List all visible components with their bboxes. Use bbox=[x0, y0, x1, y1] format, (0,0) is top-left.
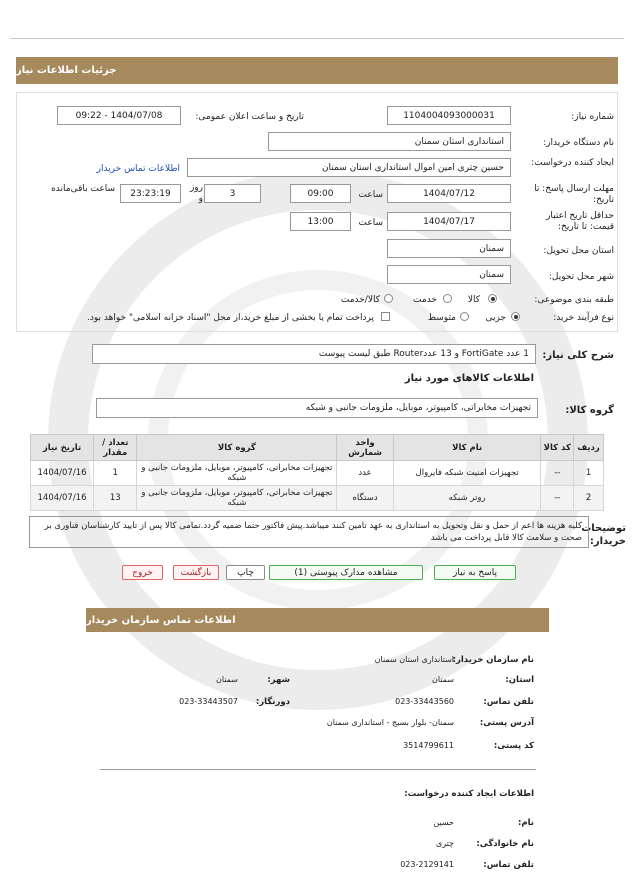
contact-postal-label: کد پستی: bbox=[493, 741, 534, 751]
contact-fax-value: 023-33443507 bbox=[179, 697, 238, 706]
creator-family-label: نام خانوادگی: bbox=[476, 839, 534, 849]
page-header bbox=[16, 57, 618, 84]
notes-label: توضیحات خریدار: bbox=[581, 523, 626, 547]
exit-button[interactable]: خروج bbox=[122, 565, 163, 580]
treasury-payment-note: پرداخت تمام یا بخشی از مبلغ خرید،از محل "اسناد خزانه اسلامی" خواهد بود. bbox=[86, 313, 374, 323]
validity-label: حداقل تاریخ اعتبار قیمت: تا تاریخ: bbox=[546, 211, 614, 232]
cell-group: تجهیزات مخابراتی، کامپیوتر، موبایل، ملزومات جانبی و شبکه bbox=[137, 486, 337, 511]
cell-row: 2 bbox=[574, 486, 604, 511]
col-code: کد کالا bbox=[541, 435, 574, 461]
creator-family-value: چتری bbox=[435, 839, 454, 848]
contact-fax-label: دورنگار: bbox=[255, 697, 290, 707]
send-date-field: 1404/07/12 bbox=[387, 184, 511, 203]
send-time-field: 09:00 bbox=[290, 184, 351, 203]
remaining-field: 23:23:19 bbox=[120, 184, 181, 203]
contact-province-label: استان: bbox=[505, 675, 534, 685]
reply-button[interactable]: پاسخ به نیاز bbox=[434, 565, 516, 580]
cell-unit: عدد bbox=[337, 461, 393, 486]
category-service-radio[interactable] bbox=[443, 294, 452, 303]
creator-field: حسین چتری امین اموال استانداری استان سمنان bbox=[187, 158, 511, 177]
category-both-label: کالا/خدمت bbox=[340, 295, 380, 305]
table-row bbox=[31, 486, 604, 511]
contact-phone-label: تلفن تماس: bbox=[483, 697, 534, 707]
contact-city-value: سمنان bbox=[215, 675, 238, 684]
group-label: گروه کالا: bbox=[565, 405, 614, 416]
cell-code: -- bbox=[541, 461, 574, 486]
need-number-field: 1104004093000031 bbox=[387, 106, 511, 125]
province-label: استان محل تحویل: bbox=[543, 246, 614, 256]
cell-qty: 13 bbox=[94, 486, 137, 511]
contact-header bbox=[86, 608, 549, 632]
province-field: سمنان bbox=[387, 239, 511, 258]
creator-info-title: اطلاعات ایجاد کننده درخواست: bbox=[404, 789, 534, 799]
cell-group: تجهیزات مخابراتی، کامپیوتر، موبایل، ملزومات جانبی و شبکه bbox=[137, 461, 337, 486]
creator-name-value: حسین bbox=[433, 818, 454, 827]
summary-field: 1 عدد FortiGate و 13 عددRouter طبق لیست پیوست bbox=[92, 344, 536, 364]
contact-address-label: آدرس پستی: bbox=[479, 718, 534, 728]
cell-name: روتر شبکه bbox=[393, 486, 541, 511]
table-header-row bbox=[31, 435, 604, 461]
notes-text: کلیه هزینه ها اعم از حمل و نقل وتحویل به استانداری به عهد تامین کنند میباشد.پیش فاکتور حتما ضمیه گردد.تمامی کالا پس از تایید کارشناسان فناوری بر صحت و سلامت کالا قابل پرداخت می باشد bbox=[44, 521, 582, 543]
creator-phone-value: 023-2129141 bbox=[400, 860, 454, 869]
category-both-radio[interactable] bbox=[384, 294, 393, 303]
cell-date: 1404/07/16 bbox=[31, 461, 94, 486]
table-row bbox=[31, 461, 604, 486]
contact-address-value: سمنان- بلوار بسیج - استانداری سمنان bbox=[326, 718, 454, 727]
contact-phone-value: 023-33443560 bbox=[395, 697, 454, 706]
notes-box bbox=[29, 516, 589, 548]
contact-org-label: نام سازمان خریدار: bbox=[452, 655, 534, 665]
contact-city-label: شهر: bbox=[267, 675, 290, 685]
city-label: شهر محل تحویل: bbox=[548, 272, 614, 282]
creator-phone-label: تلفن تماس: bbox=[483, 860, 534, 870]
summary-label: شرح کلی نیاز: bbox=[542, 350, 614, 361]
validity-time-field: 13:00 bbox=[290, 212, 351, 231]
process-minor-label: جزیی bbox=[485, 313, 506, 323]
top-divider bbox=[10, 38, 624, 39]
goods-table bbox=[30, 434, 604, 511]
category-service-label: خدمت bbox=[413, 295, 437, 305]
col-group: گروه کالا bbox=[137, 435, 337, 461]
cell-unit: دستگاه bbox=[337, 486, 393, 511]
send-deadline-label: مهلت ارسال پاسخ: تا تاریخ: bbox=[534, 184, 614, 205]
contact-org-value: استانداری استان سمنان bbox=[374, 655, 454, 664]
city-field: سمنان bbox=[387, 265, 511, 284]
cell-row: 1 bbox=[574, 461, 604, 486]
back-button[interactable]: بازگشت bbox=[173, 565, 219, 580]
process-medium-radio[interactable] bbox=[460, 312, 469, 321]
remaining-label: ساعت باقی‌مانده bbox=[51, 184, 115, 194]
treasury-payment-checkbox[interactable] bbox=[381, 312, 390, 321]
page-title: جزئیات اطلاعات نیاز bbox=[16, 65, 117, 76]
category-goods-radio[interactable] bbox=[488, 294, 497, 303]
attachments-button[interactable]: مشاهده مدارک پیوستی (1) bbox=[269, 565, 423, 580]
validity-date-field: 1404/07/17 bbox=[387, 212, 511, 231]
validity-time-label: ساعت bbox=[358, 218, 383, 228]
announce-label: تاریخ و ساعت اعلان عمومی: bbox=[195, 112, 304, 122]
cell-code: -- bbox=[541, 486, 574, 511]
contact-divider bbox=[100, 769, 536, 770]
col-date: تاریخ نیاز bbox=[31, 435, 94, 461]
creator-name-label: نام: bbox=[517, 818, 534, 828]
days-field: 3 bbox=[204, 184, 261, 203]
col-name: نام کالا bbox=[393, 435, 541, 461]
cell-name: تجهیزات امنیت شبکه فایروال bbox=[393, 461, 541, 486]
creator-label: ایجاد کننده درخواست: bbox=[531, 158, 614, 168]
process-minor-radio[interactable] bbox=[511, 312, 520, 321]
contact-province-value: سمنان bbox=[431, 675, 454, 684]
category-label: طبقه بندی موضوعی: bbox=[534, 295, 614, 305]
buyer-org-label: نام دستگاه خریدار: bbox=[543, 138, 614, 148]
days-label: روز و bbox=[189, 183, 203, 204]
category-goods-label: کالا bbox=[467, 295, 480, 305]
send-time-label: ساعت bbox=[358, 190, 383, 200]
col-row: ردیف bbox=[574, 435, 604, 461]
contact-title: اطلاعات تماس سازمان خریدار bbox=[86, 614, 236, 626]
cell-qty: 1 bbox=[94, 461, 137, 486]
goods-title: اطلاعات کالاهای مورد نیاز bbox=[404, 373, 534, 384]
contact-link[interactable]: اطلاعات تماس خریدار bbox=[96, 164, 180, 174]
need-number-label: شماره نیاز: bbox=[571, 112, 614, 122]
announce-field: 1404/07/08 - 09:22 bbox=[57, 106, 181, 125]
buyer-org-field: استانداری استان سمنان bbox=[268, 132, 511, 151]
group-field: تجهیزات مخابراتی، کامپیوتر، موبایل، ملزومات جانبی و شبکه bbox=[96, 398, 538, 418]
col-qty: تعداد / مقدار bbox=[94, 435, 137, 461]
process-label: نوع فرآیند خرید: bbox=[553, 313, 614, 323]
col-unit: واحد شمارش bbox=[337, 435, 393, 461]
print-button[interactable]: چاپ bbox=[226, 565, 265, 580]
contact-postal-value: 3514799611 bbox=[403, 741, 454, 750]
process-medium-label: متوسط bbox=[427, 313, 456, 323]
cell-date: 1404/07/16 bbox=[31, 486, 94, 511]
